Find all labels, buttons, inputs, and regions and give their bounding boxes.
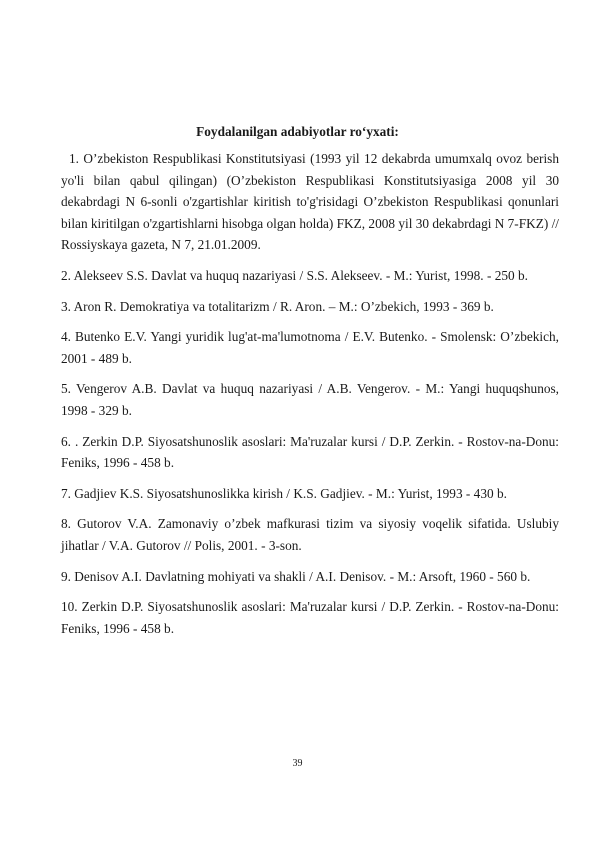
reference-item-2: 2. Alekseev S.S. Davlat va huquq nazariyasi / S.S. Alekseev. - M.: Yurist, 1998. - 250 b. (61, 267, 528, 283)
page-number: 39 (292, 758, 303, 769)
reference-item-9: 9. Denisov A.I. Davlatning mohiyati va shakli / A.I. Denisov. - M.: Arsoft, 1960 - 560 b. (61, 568, 531, 584)
reference-item-3: 3. Aron R. Demokratiya va totalitarizm / R. Aron. – M.: O’zbekich, 1993 - 369 b. (61, 298, 494, 314)
reference-list (61, 148, 559, 648)
page-title: Foydalanilgan adabiyotlar ro‘yxati: (196, 124, 399, 139)
reference-item-6: 6. . Zerkin D.P. Siyosatshunoslik asoslari: Ma'ruzalar kursi / D.P. Zerkin. - Rostov-na-Donu: Feniks, 1996 - 458 b. (61, 433, 559, 471)
reference-item-8: 8. Gutorov V.A. Zamonaviy o’zbek mafkurasi tizim va siyosiy voqelik sifatida. Uslubiy jihatlar / V.A. Gutorov // Polis, 2001. - 3-son. (61, 516, 559, 553)
reference-item-7: 7. Gadjiev K.S. Siyosatshunoslikka kirish / K.S. Gadjiev. - M.: Yurist, 1993 - 430 b. (61, 485, 507, 501)
reference-item-10: 10. Zerkin D.P. Siyosatshunoslik asoslari: Ma'ruzalar kursi / D.P. Zerkin. - Rostov-na-Donu: Feniks, 1996 - 458 b. (61, 599, 559, 636)
reference-item-5: 5. Vengerov A.B. Davlat va huquq nazariyasi / A.B. Vengerov. - M.: Yangi huquqshunos, 1998 - 329 b. (61, 381, 559, 418)
reference-item-1: 1. O’zbekiston Respublikasi Konstitutsiyasi (1993 yil 12 dekabrda umumxalq ovoz berish yo'li bilan qabul qilingan) (O’zbekiston Respublikasi Konstitutsiyasiga 2008 yil 30 dekabrdagi N 6-sonli o'zgartishlar kiritish to'g'risidagi O’zbekiston Respublikasi qonunlari bilan kiritilgan o'zgartishlarni hisobga olgan holda) FKZ, 2008 yil 30 dekabrdagi N 7-FKZ) // Rossiyskaya gazeta, N 7, 21.01.2009. (61, 151, 559, 253)
reference-item-4: 4. Butenko E.V. Yangi yuridik lug'at-ma'lumotnoma / E.V. Butenko. - Smolensk: O’zbekich, 2001 - 489 b. (61, 329, 559, 366)
